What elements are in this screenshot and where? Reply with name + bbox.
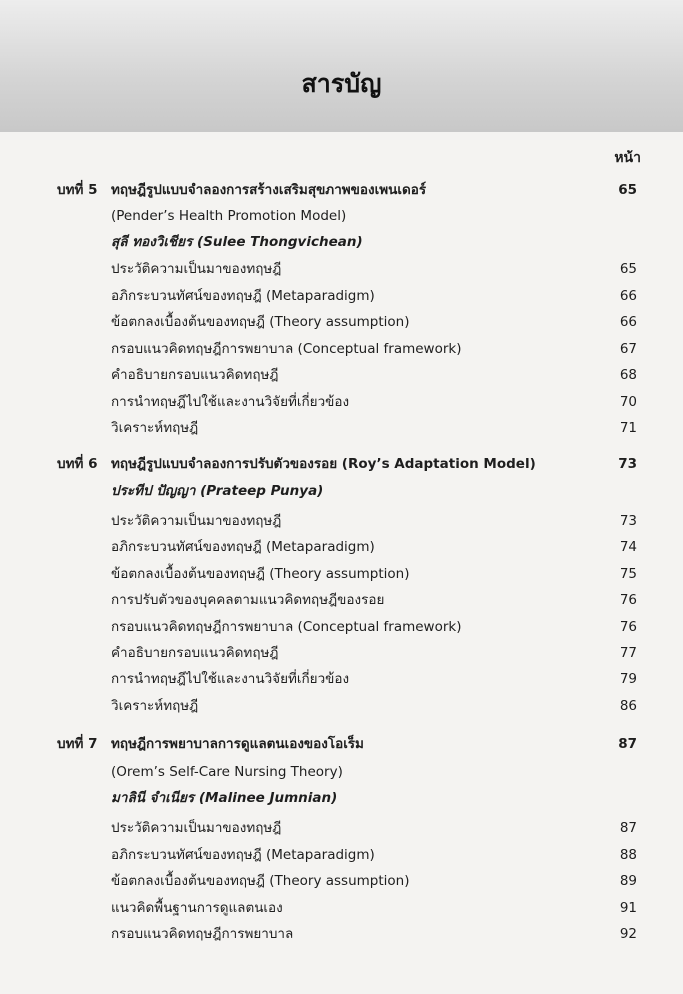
toc-entry[interactable] xyxy=(0,816,683,840)
entry-label: การนำทฤษฎีไปใช้และงานวิจัยที่เกี่ยวข้อง xyxy=(111,671,350,687)
entry-label: อภิกระบวนทัศน์ของทฤษฎี (Metaparadigm) xyxy=(111,288,375,304)
chapter-author: ประทีป ปัญญา (Prateep Punya) xyxy=(111,483,324,499)
entry-label: ประวัติความเป็นมาของทฤษฎี xyxy=(111,513,282,529)
chapter-5-subtitle xyxy=(0,204,683,228)
toc-entry[interactable] xyxy=(0,363,683,387)
page-number: 76 xyxy=(619,619,637,635)
entry-label: วิเคราะห์ทฤษฎี xyxy=(111,420,199,436)
page-number: 75 xyxy=(619,566,637,582)
page-number: 87 xyxy=(618,736,637,752)
page-number: 88 xyxy=(619,847,637,863)
entry-label: คำอธิบายกรอบแนวคิดทฤษฎี xyxy=(111,645,279,661)
page-number: 86 xyxy=(619,698,637,714)
toc-entry[interactable] xyxy=(0,641,683,665)
entry-label: คำอธิบายกรอบแนวคิดทฤษฎี xyxy=(111,367,279,383)
page-title: สารบัญ xyxy=(301,69,382,98)
toc-entry[interactable] xyxy=(0,390,683,414)
chapter-title: ทฤษฎีรูปแบบจำลองการปรับตัวของรอย (Roy’s Adaptation Model) xyxy=(111,456,536,472)
entry-label: อภิกระบวนทัศน์ของทฤษฎี (Metaparadigm) xyxy=(111,539,375,555)
toc-entry[interactable] xyxy=(0,922,683,946)
entry-label: การนำทฤษฎีไปใช้และงานวิจัยที่เกี่ยวข้อง xyxy=(111,394,350,410)
toc-entry[interactable] xyxy=(0,843,683,867)
page-number: 67 xyxy=(619,341,637,357)
page-number: 73 xyxy=(619,513,637,529)
chapter-5-heading[interactable] xyxy=(0,178,683,202)
page-number: 66 xyxy=(619,314,637,330)
toc-entry[interactable] xyxy=(0,562,683,586)
toc-entry[interactable] xyxy=(0,310,683,334)
toc-entry[interactable] xyxy=(0,869,683,893)
chapter-subtitle: (Pender’s Health Promotion Model) xyxy=(111,208,347,224)
page-number: 92 xyxy=(619,926,637,942)
entry-label: การปรับตัวของบุคคลตามแนวคิดทฤษฎีของรอย xyxy=(111,592,385,608)
chapter-7-heading[interactable] xyxy=(0,732,683,756)
entry-label: ข้อตกลงเบื้องต้นของทฤษฎี (Theory assumption) xyxy=(111,314,410,330)
toc-entry[interactable] xyxy=(0,667,683,691)
chapter-number: บทที่ 5 xyxy=(57,182,98,198)
chapter-title: ทฤษฎีรูปแบบจำลองการสร้างเสริมสุขภาพของเพนเดอร์ xyxy=(111,182,427,198)
page-number: 66 xyxy=(619,288,637,304)
page-number: 74 xyxy=(619,539,637,555)
toc-entry[interactable] xyxy=(0,535,683,559)
entry-label: กรอบแนวคิดทฤษฎีการพยาบาล (Conceptual framework) xyxy=(111,341,462,357)
chapter-number: บทที่ 6 xyxy=(57,456,98,472)
entry-label: ประวัติความเป็นมาของทฤษฎี xyxy=(111,820,282,836)
page-number: 68 xyxy=(619,367,637,383)
entry-label: แนวคิดพื้นฐานการดูแลตนเอง xyxy=(111,900,283,916)
page-number: 91 xyxy=(619,900,637,916)
toc-entry[interactable] xyxy=(0,896,683,920)
page-number: 73 xyxy=(618,456,637,472)
entry-label: กรอบแนวคิดทฤษฎีการพยาบาล xyxy=(111,926,294,942)
chapter-6-author xyxy=(0,479,683,503)
toc-entry[interactable] xyxy=(0,615,683,639)
toc-entry[interactable] xyxy=(0,337,683,361)
entry-label: ข้อตกลงเบื้องต้นของทฤษฎี (Theory assumption) xyxy=(111,566,410,582)
toc-entry[interactable] xyxy=(0,284,683,308)
page-number: 77 xyxy=(619,645,637,661)
page-number: 65 xyxy=(618,182,637,198)
chapter-5-author xyxy=(0,230,683,254)
entry-label: กรอบแนวคิดทฤษฎีการพยาบาล (Conceptual framework) xyxy=(111,619,462,635)
chapter-7-author xyxy=(0,786,683,810)
page-column-header: หน้า xyxy=(614,150,641,166)
chapter-subtitle: (Orem’s Self-Care Nursing Theory) xyxy=(111,764,343,780)
entry-label: ประวัติความเป็นมาของทฤษฎี xyxy=(111,261,282,277)
chapter-6-heading[interactable] xyxy=(0,452,683,476)
toc-entry[interactable] xyxy=(0,694,683,718)
chapter-title: ทฤษฎีการพยาบาลการดูแลตนเองของโอเร็ม xyxy=(111,736,364,752)
page-number: 87 xyxy=(619,820,637,836)
toc-entry[interactable] xyxy=(0,588,683,612)
chapter-author: มาลินี จำเนียร (Malinee Jumnian) xyxy=(111,790,338,806)
chapter-author: สุลี ทองวิเชียร (Sulee Thongvichean) xyxy=(111,234,363,250)
page-number: 76 xyxy=(619,592,637,608)
toc-entry[interactable] xyxy=(0,416,683,440)
chapter-number: บทที่ 7 xyxy=(57,736,98,752)
entry-label: อภิกระบวนทัศน์ของทฤษฎี (Metaparadigm) xyxy=(111,847,375,863)
entry-label: วิเคราะห์ทฤษฎี xyxy=(111,698,199,714)
page-number: 79 xyxy=(619,671,637,687)
entry-label: ข้อตกลงเบื้องต้นของทฤษฎี (Theory assumption) xyxy=(111,873,410,889)
page-number: 89 xyxy=(619,873,637,889)
page-number: 65 xyxy=(619,261,637,277)
toc-entry[interactable] xyxy=(0,509,683,533)
page-number: 71 xyxy=(619,420,637,436)
page-number: 70 xyxy=(619,394,637,410)
toc-entry[interactable] xyxy=(0,257,683,281)
chapter-7-subtitle xyxy=(0,760,683,784)
